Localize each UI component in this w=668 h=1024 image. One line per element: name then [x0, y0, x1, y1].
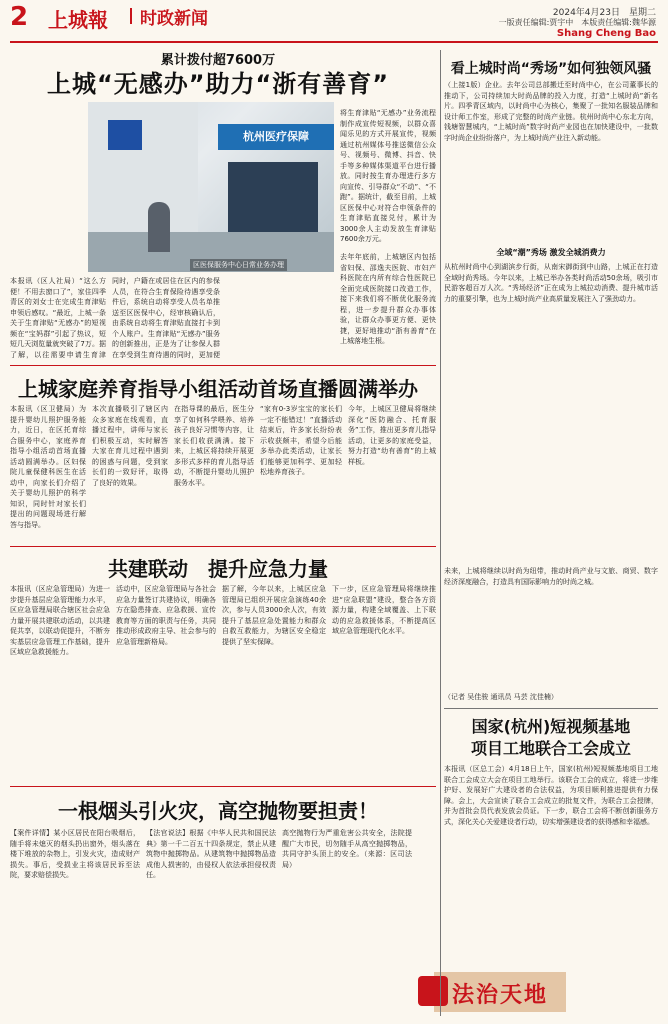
paper-english-name: Shang Cheng Bao	[556, 28, 656, 39]
sidebar2-column: 本报讯（区总工会）4月18日上午，国家(杭州)短视频基地项目工地联合工会成立大会在项目工地举行。该联合工会的成立，将进一步维护好、发展好广大建设者的合法权益，为项目顺利推进提供有力保障。会上，大会宣读了联合工会成立的批复文件，为联合工会授牌，并为首批会员代表发放会员证。下一步，联合工会将不断创新服务方式，深化关心关爱建设者行动，切实增强建设者的获得感和幸福感。	[444, 765, 658, 826]
sidebar-divider	[440, 50, 441, 1016]
story2-column-3: 在指导课的最后，医生分享了如何科学喂养、培养孩子良好习惯等内容，让家长们收获满满。接下来，上城区将持续开展更多形式多样的育儿指导活动，不断提升婴幼儿照护服务水平。	[174, 405, 254, 487]
paper-name: 上城報	[48, 8, 108, 32]
editors-line: 一版责任编辑:贾宇中 本版责任编辑:魏华源	[498, 18, 656, 27]
sidebar1-column-1: （上接1版）企业。去年公司总部搬迁至时尚中心，在公司董事长的推动下，公司持续加大时尚品牌的投入力度，打造“上城时尚”新名片。四季青区域内，以时尚中心为核心，集聚了一批知名服装品牌和设计师工作室，形成了完整的时尚产业链。杭州时尚中心东北方向，钱塘智慧城内，“上城时尚”数字时尚产业园也在加快建设中，一批数字时尚企业纷纷落户，为上城时尚产业注入新动能。	[444, 81, 658, 142]
story1-column-4: 去年年底前，上城辖区内包括省妇保、邵逸夫医院、市妇产科医院在内所有综合性医院已全面完成医院接口改造工作，接下来我们将不断优化服务流程，进一步提升群众办事体验，让群众办事更方便、更快捷，更好地推动“浙有善育”在上城落地生根。	[340, 253, 436, 345]
story4-column-2: 【法官说法】根据《中华人民共和国民法典》第一千二百五十四条规定，禁止从建筑物中抛掷物品。从建筑物中抛掷物品造成他人损害的，由侵权人依法承担侵权责任。	[146, 829, 276, 879]
story2-column-1: 本报讯（区卫健局）为提升婴幼儿照护服务能力，近日，在区托育综合服务中心，家庭养育指导小组活动首场直播活动圆满举办。区妇保院儿童保健科医生在活动中，向家长们介绍了关于婴幼儿照护的科学知识，同时针对家长们提出的问题现场进行解答与指导。	[10, 405, 86, 529]
story1-caption: 区医保服务中心日常业务办理	[190, 259, 287, 271]
story4-column-1: 【案件详情】某小区居民在阳台吸烟后，随手将未熄灭的烟头扔出窗外，烟头落在楼下堆放的杂物上，引发火灾，造成财产损失。事后，受损业主将该居民诉至法院，要求赔偿损失。	[10, 829, 140, 879]
masthead	[0, 0, 668, 44]
masthead-rule	[10, 41, 658, 43]
sidebar2-title-text: 国家(杭州)短视频基地 项目工地联合工会成立	[470, 717, 631, 758]
story4-column-3: 高空抛物行为严重危害公共安全，法院提醒广大市民，切勿随手从高空抛掷物品，共同守护头顶上的安全。（来源：区司法局）	[282, 829, 412, 869]
story3-column-1: 本报讯（区应急管理局）为进一步提升基层应急管理能力水平，区应急管理局联合辖区社会应急力量开展共建联动活动，以共建促共享，以联动促提升，不断夯实基层应急管理工作基础，提升区域应急救援能力。	[10, 585, 110, 656]
story2-column-2: 本次直播吸引了辖区内众多家庭在线观看，直播过程中，讲师与家长们积极互动，实时解答大家在育儿过程中遇到的困惑与问题，受到家长们的一致好评，取得了良好的效果。	[92, 405, 168, 487]
sidebar1-byline: （记者 吴佳骏 通讯员 马芸 沈佳楠）	[444, 693, 558, 701]
photo-person	[148, 202, 170, 252]
story-divider-1	[10, 365, 436, 366]
law-banner-emblem	[418, 976, 448, 1006]
story-divider-3	[10, 786, 436, 787]
photo-sign: 杭州医疗保障	[218, 124, 334, 150]
issue-date: 2024年4月23日 星期二	[552, 8, 656, 18]
sidebar1-column-3: 未来，上城将继续以时尚为纽带，推动时尚产业与文旅、商贸、数字经济深度融合，打造具有国际影响力的时尚之城。	[444, 567, 658, 586]
story4-title: 一根烟头引火灾，高空抛物要担责！	[58, 799, 378, 823]
sidebar2-title	[444, 716, 658, 760]
story1-photo	[88, 102, 334, 272]
story3-column-3: 据了解，今年以来，上城区应急管理局已组织开展应急演练40余次，参与人员3000余人次，有效提升了基层应急处置能力和群众自救互救能力，为辖区安全稳定提供了坚实保障。	[222, 585, 326, 646]
story2-title: 上城家庭养育指导小组活动首场直播圆满举办	[18, 377, 418, 401]
photo-logo	[108, 120, 142, 150]
story1-kicker: 累计拨付超7600万	[160, 53, 276, 68]
story3-column-4: 下一步，区应急管理局将继续推进“应急联盟”建设，整合各方资源力量，构建全域覆盖、上下联动的应急救援体系，不断提高区域应急管理现代化水平。	[332, 585, 436, 635]
sidebar1-column-2: 从杭州时尚中心到湖滨步行街，从南宋御街到中山路，上城正在打造全域时尚秀场。今年以来，上城已举办各类时尚活动50余场，吸引市民游客超百万人次。“秀场经济”正在成为上城拉动消费、提升城市活力的重要引擎，也为上城时尚产业高质量发展注入了强劲动力。	[444, 263, 658, 303]
story2-column-5: 今年，上城区卫健局将继续深化“医防融合、托育服务”工作，推出更多育儿指导活动，让更多的家庭受益，努力打造“幼有善育”的上城样板。	[348, 405, 436, 466]
story1-title: 上城“无感办”助力“浙有善育”	[46, 70, 390, 98]
photo-screen	[228, 162, 318, 232]
sidebar1-subhead: 全域“潮”秀场 激发全城消费力	[496, 248, 606, 257]
story1-column-3: 将生育津贴“无感办”业务流程制作成宣传短视频，以群众喜闻乐见的方式开展宣传，视频通过杭州媒体号推送微信公众号、视频号、微博、抖音、快手等多种媒体渠道平台进行播放。同时按生育办理进行多方向宣传、引导群众“不动”、“不跑”。据统计，截至目前，上城区医保中心对符合申领条件的生育津贴直接兑付，累计为3000余人主动发放生育津贴7600余万元。	[340, 109, 436, 243]
page-number: 2	[10, 2, 29, 32]
story3-column-2: 活动中，区应急管理局与各社会应急力量签订共建协议，明确各方在隐患排查、应急救援、宣传教育等方面的职责与任务，共同推动形成政府主导、社会参与的应急管理新格局。	[116, 585, 216, 646]
story1-column-1: 本报讯（区人社局）“这么方便！不用去窗口了”，家住四季青区的刘女士在完成生育津贴申领后感叹。“最近，上城一条关于生育津贴“无感办”的短视频在“宝妈群”引起了热议，短短几天浏览量就突破了7万。据了解，以往需要申请生育津	[10, 277, 106, 359]
story3-title: 共建联动 提升应急力量	[108, 557, 328, 581]
sidebar-rule	[444, 708, 658, 709]
masthead-divider	[130, 8, 132, 24]
section-name: 时政新闻	[140, 9, 208, 29]
law-banner-title: 法治天地	[452, 982, 549, 1008]
story1-column-2: 同时，户籍在或居住在区内的参保人员，在符合生育保险待遇享受条件后，系统自动将享受人员名单推送至区医保中心，经审核确认后，由系统自动将生育津贴直接打卡到个人账户。生育津贴“无感办”服务的创新推出，正是为了让参保人群在享受到生育待遇的同时，更加便	[112, 277, 220, 359]
story2-column-4: “家有0-3岁宝宝的家长们一定不能错过！”直播活动结束后，许多家长纷纷表示收获颇丰，希望今后能多举办此类活动，让家长们能够更加科学、更加轻松地养育孩子。	[260, 405, 342, 476]
sidebar1-title: 看上城时尚“秀场”如何独领风骚	[450, 61, 652, 77]
story-divider-2	[10, 546, 436, 547]
